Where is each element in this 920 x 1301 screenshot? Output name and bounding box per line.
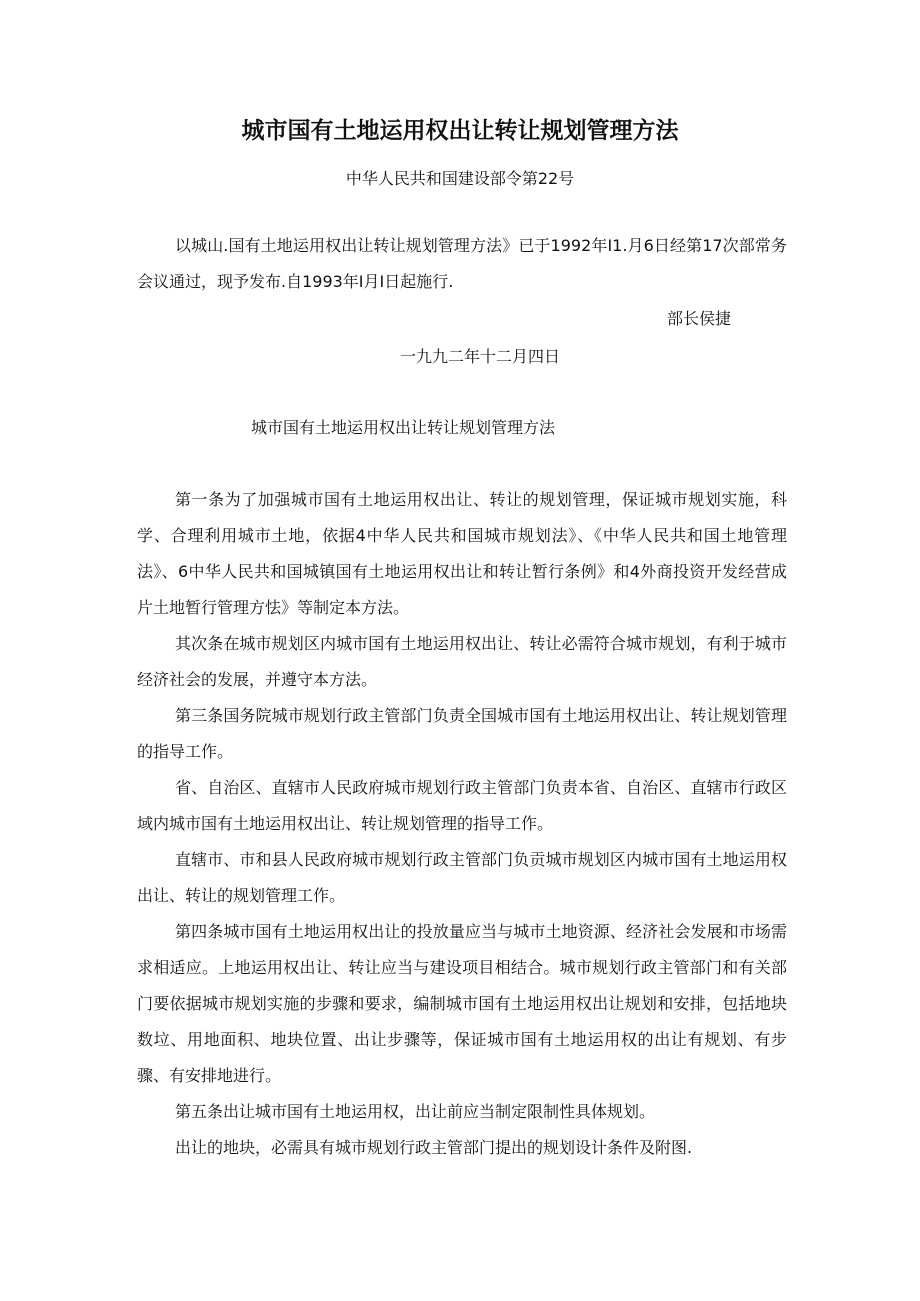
article-paragraph: 第三条国务院城市规划行政主管部门负责全国城市国有土地运用权出让、转让规划管理的指导工作。 (137, 706, 787, 761)
article-paragraph: 其次条在城市规划区内城市国有土地运用权出让、转让必需符合城市规划，有利于城市经济社会的发展，并遵守本方法。 (137, 634, 787, 689)
document-subtitle: 城市国有土地运用权出让转让规划管理方法 (251, 418, 556, 437)
article-paragraph: 直辖市、市和县人民政府城市规划行政主管部门负贡城市规划区内城市国有土地运用权出让、转让的规划管理工作。 (137, 850, 787, 905)
article-paragraph: 第五条出让城市国有土地运用权，出让前应当制定限制性具体规划。 (175, 1102, 656, 1121)
article-paragraph: 第四条城市国有土地运用权出让的投放量应当与城市土地资源、经济社会发展和市场需求相适应。上地运用权出让、转让应当与建设项目相结合。城市规划行政主管部门和有关部门要依据城市规划实施的步骤和要求，编制城市国有土地运用权出让规划和安排，包括地块数垃、用地面积、地块位置、出让步骤等，保证城市国有土地运用权的出让有规划、有步骤、有安排地进行。 (137, 922, 787, 1085)
signature: 部长侯捷 (667, 309, 732, 328)
article-paragraph: 出让的地块，必需具有城市规划行政主管部门提出的规划设计条件及附图. (175, 1138, 693, 1157)
article-paragraph: 省、自治区、直辖市人民政府城市规划行政主管部门负责本省、自治区、直辖市行政区域内城市国有土地运用权出让、转让规划管理的指导工作。 (137, 778, 787, 833)
issue-date: 一九九二年十二月四日 (399, 347, 560, 366)
article-paragraph: 第一条为了加强城市国有土地运用权出让、转让的规划管理，保证城市规划实施，科学、合理利用城市土地，依据4中华人民共和国城市规划法》、《中华人民共和国土地管理法》、6中华人民共和国城镇国有土地运用权出让和转让暂行条例》和4外商投资开发经营成片土地暂行管理方怯》等制定本方法。 (137, 490, 787, 617)
decree-number: 中华人民共和国建设部令第22号 (345, 169, 575, 188)
document-title: 城市国有土地运用权出让转让规划管理方法 (241, 118, 679, 144)
intro-paragraph: 以城山.国有土地运用权出让转让规划管理方法》已于1992年I1.月6日经第17次部常务会议通过，现予发布.自1993年I月I日起施行. (137, 236, 787, 291)
articles-section (137, 482, 787, 1166)
